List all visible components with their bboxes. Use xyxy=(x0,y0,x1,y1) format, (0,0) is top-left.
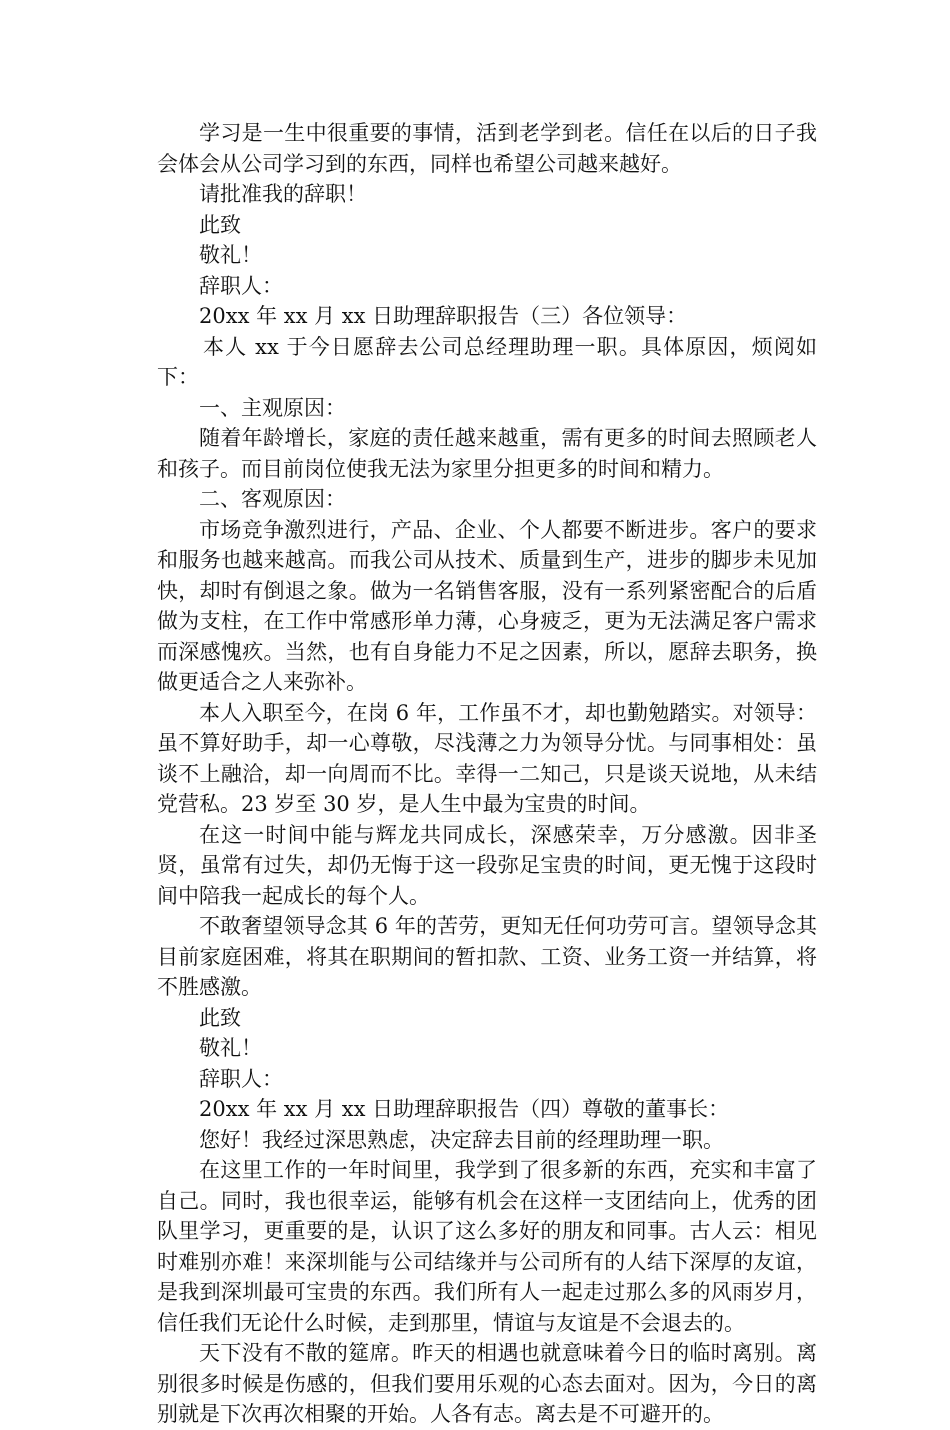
paragraph: 本人入职至今，在岗 6 年，工作虽不才，却也勤勉踏实。对领导：虽不算好助手，却一心尊敬，尽浅薄之力为领导分忧。与同事相处：虽谈不上融洽，却一向周而不比。幸得一二知己，只是谈天说地，从未结党营私。23 岁至 30 岁，是人生中最为宝贵的时间。 xyxy=(157,700,817,816)
paragraph: 辞职人： xyxy=(199,1066,283,1091)
paragraph: 随着年龄增长，家庭的责任越来越重，需有更多的时间去照顾老人和孩子。而目前岗位使我无法为家里分担更多的时间和精力。 xyxy=(157,426,817,481)
section-heading: 20xx 年 xx 月 xx 日助理辞职报告（三）各位领导： xyxy=(199,304,688,328)
paragraph: 天下没有不散的筵席。昨天的相遇也就意味着今日的临时离别。离别很多时候是伤感的，但我们要用乐观的心态去面对。因为，今日的离别就是下次再次相聚的开始。人各有志。离去是不可避开的。 xyxy=(157,1341,817,1426)
paragraph: 此致 xyxy=(199,1005,241,1030)
document-body xyxy=(157,118,817,1430)
paragraph: 不敢奢望领导念其 6 年的苦劳，更知无任何功劳可言。望领导念其目前家庭困难，将其在职期间的暂扣款、工资、业务工资一并结算，将不胜感激。 xyxy=(157,914,817,999)
paragraph: 市场竞争激烈进行，产品、企业、个人都要不断进步。客户的要求和服务也越来越高。而我公司从技术、质量到生产，进步的脚步未见加快，却时有倒退之象。做为一名销售客服，没有一系列紧密配合的后盾做为支柱，在工作中常感形单力薄，心身疲乏，更为无法满足客户需求而深感愧疚。当然，也有自身能力不足之因素，所以，愿辞去职务，换做更适合之人来弥补。 xyxy=(157,517,817,694)
paragraph: 学习是一生中很重要的事情，活到老学到老。信任在以后的日子我会体会从公司学习到的东西，同样也希望公司越来越好。 xyxy=(157,121,817,176)
paragraph: 二、客观原因： xyxy=(199,487,346,511)
section-heading: 20xx 年 xx 月 xx 日助理辞职报告（四）尊敬的董事长： xyxy=(199,1097,730,1121)
paragraph: 敬礼！ xyxy=(199,1036,262,1060)
paragraph: 一、主观原因： xyxy=(199,395,346,420)
paragraph: 在这一时间中能与辉龙共同成长，深感荣幸，万分感激。因非圣贤，虽常有过失，却仍无悔于这一段弥足宝贵的时间，更无愧于这段时间中陪我一起成长的每个人。 xyxy=(157,822,817,908)
paragraph: 本人 xx 于今日愿辞去公司总经理助理一职。具体原因，烦阅如下： xyxy=(157,334,817,389)
paragraph: 辞职人： xyxy=(199,273,283,298)
paragraph: 在这里工作的一年时间里，我学到了很多新的东西，充实和丰富了自己。同时，我也很幸运，能够有机会在这样一支团结向上，优秀的团队里学习，更重要的是，认识了这么多好的朋友和同事。古人云：相见时难别亦难！来深圳能与公司结缘并与公司所有的人结下深厚的友谊，是我到深圳最可宝贵的东西。我们所有人一起走过那么多的风雨岁月，信任我们无论什么时候，走到那里，情谊与友谊是不会退去的。 xyxy=(157,1158,817,1335)
paragraph: 此致 xyxy=(199,212,241,237)
paragraph: 您好！我经过深思熟虑，决定辞去目前的经理助理一职。 xyxy=(199,1127,724,1152)
paragraph: 敬礼！ xyxy=(199,243,262,267)
paragraph: 请批准我的辞职！ xyxy=(199,182,367,206)
